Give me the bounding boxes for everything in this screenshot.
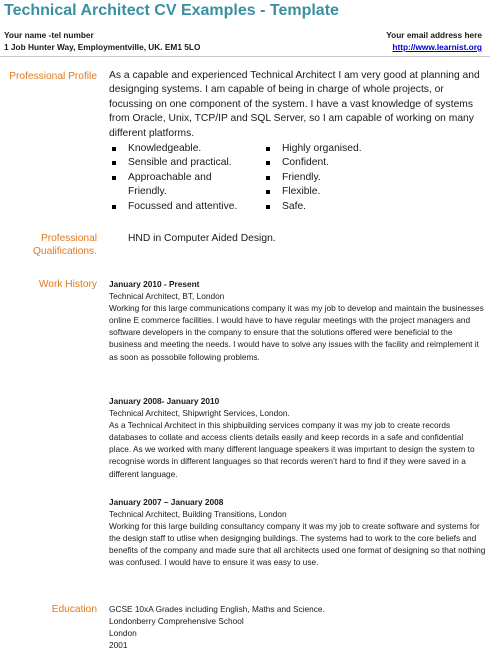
skill-item: Friendly. <box>263 171 403 185</box>
job-dates: January 2010 - Present <box>109 279 200 289</box>
address-line: 1 Job Hunter Way, Employmentville, UK. EM1 5LO <box>4 42 201 52</box>
education-line: 2001 <box>109 640 128 651</box>
job-entry <box>109 395 487 480</box>
job-dates: January 2008- January 2010 <box>109 396 220 406</box>
section-label-education: Education <box>51 604 97 615</box>
contact-left <box>4 29 200 53</box>
email-label: Your email address here <box>386 30 482 40</box>
qualifications-label-line2: Qualifications. <box>33 246 97 257</box>
job-entry <box>109 278 487 363</box>
website-link[interactable]: http://www.learnist.org <box>392 42 482 52</box>
document-title: Technical Architect CV Examples - Template <box>4 2 339 19</box>
job-description: Working for this large communications company it was my job to develop and maintain the businesses online E commerce facilities. I would have to have regular meetings with the project managers and software developers in the company to ensure that the solutions offered were beneficial to the business and meeting the needs. I would have to solve any issues with the facility and reimplement it as soon as possobile following problems. <box>109 303 484 362</box>
skills-list-right <box>263 142 403 214</box>
skill-item: Focussed and attentive. <box>109 200 249 214</box>
job-role: Technical Architect, Shipwright Services, London. <box>109 408 290 419</box>
qualification-text: HND in Computer Aided Design. <box>128 233 276 244</box>
skills-list-left <box>109 142 249 214</box>
skill-item: Approachable and Friendly. <box>109 171 249 200</box>
skill-item: Highly organised. <box>263 142 403 156</box>
section-label-qualifications <box>33 232 97 258</box>
job-entry <box>109 496 487 569</box>
contact-right <box>386 29 482 53</box>
job-description: Working for this large building consultancy company it was my job to create software and systems for the design staff to utlise when designging buildings. The systems had to work to the core beliefs and benefits of the company and made sure that all architects used one format of designing so that nothing was confused. I would have to ensure it was easy to use. <box>109 521 486 568</box>
skill-item: Confident. <box>263 156 403 170</box>
job-dates: January 2007 – January 2008 <box>109 497 224 507</box>
job-role: Technical Architect, Building Transitions, London <box>109 509 287 520</box>
header-divider <box>0 56 490 57</box>
skill-item: Knowledgeable. <box>109 142 249 156</box>
education-line: London <box>109 628 137 639</box>
education-block <box>109 603 325 651</box>
section-label-profile: Professional Profile <box>9 71 97 82</box>
job-role: Technical Architect, BT, London <box>109 291 225 302</box>
section-label-work-history: Work History <box>38 279 97 290</box>
qualifications-label-line1: Professional <box>40 233 97 244</box>
profile-paragraph: As a capable and experienced Technical Architect I am very good at planning and designging systems. I am capable of being in charge of whole projects, or focussing on one component of the system. I have a vast knowledge of systems from Oracle, Unix, TCP/IP and SQL Server, so I am capable of working on many different platforms. <box>109 70 480 139</box>
skill-item: Safe. <box>263 200 403 214</box>
job-description: As a Technical Architect in this shipbuilding services company it was my job to create records databases to collate and access clients details easily and keep records in a safe and confidential place. As we worked with many different language speakers it was impırtant to design the system to recognise words in different languages so that records weren’t hard to find if they were saved in a different language. <box>109 420 475 479</box>
skill-item: Flexible. <box>263 185 403 199</box>
skill-item: Sensible and practical. <box>109 156 249 170</box>
education-line: GCSE 10xA Grades including English, Maths and Science. <box>109 604 325 614</box>
education-line: Londonberry Comprehensive School <box>109 616 244 627</box>
name-line: Your name -tel number <box>4 30 94 40</box>
